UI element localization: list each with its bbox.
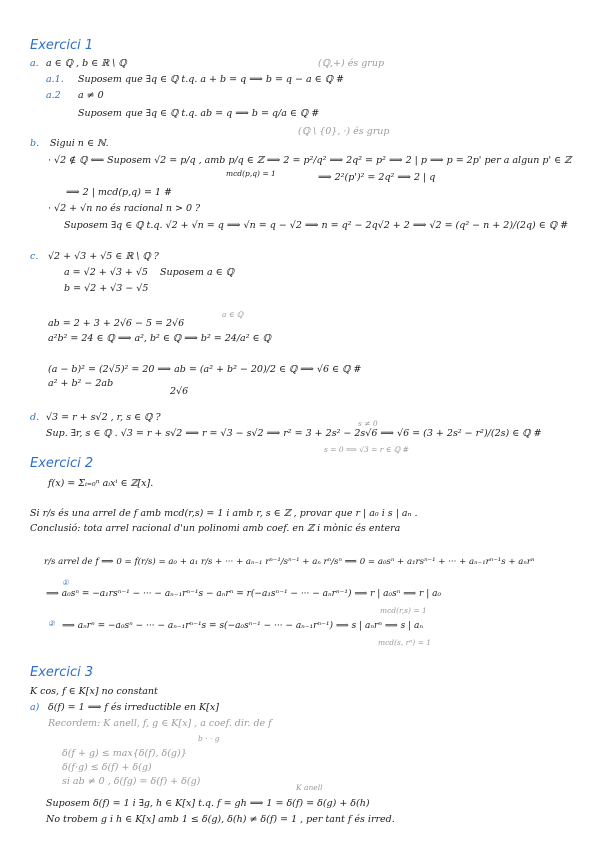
ex1-a2-group-note: (ℚ \ {0}, ·) és grup: [298, 126, 390, 137]
ex1-b-line3: ⟹ 2 | mcd(p,q) = 1 #: [66, 187, 172, 198]
ex1-c-b-def: b = √2 + √3 − √5: [64, 283, 149, 294]
ex1-c-line5: 2√6: [170, 386, 189, 397]
ex1-a1-text: Suposem que ∃q ∈ ℚ t.q. a + b = q ⟹ b = q − a ∈ ℚ #: [78, 74, 344, 85]
ex1-c-line3: (a − b)² = (2√5)² = 20 ⟹ ab = (a² + b² − 20)/2 ∈ ℚ ⟹ √6 ∈ ℚ #: [48, 364, 362, 375]
ex2-marker-2: ②: [48, 619, 55, 628]
ex1-c-ab: ab = 2 + 3 + 2√6 − 5 = 2√6: [48, 318, 185, 329]
ex2-line5-note: mcd(s, rⁿ) = 1: [378, 638, 432, 647]
ex2-f: f(x) = Σᵢ₌₀ⁿ aᵢxⁱ ∈ ℤ[x].: [48, 478, 154, 489]
ex1-a2-condition: a ≠ 0: [78, 90, 104, 101]
ex1-b-line4: · √2 + √n no és racional n > 0 ?: [48, 203, 201, 214]
ex3-title: Exercici 3: [30, 665, 94, 680]
ex3-a-text: δ(f) = 1 ⟹ f és irreductible en K[x]: [48, 702, 219, 713]
ex3-line6: No trobem g i h ∈ K[x] amb 1 ≤ δ(g), δ(h) ≠ δ(f) = 1 , per tant f és irred.: [46, 814, 395, 825]
ex2-marker-1: ①: [62, 578, 69, 587]
ex1-d-s0: s = 0 ⟹ √3 = r ∈ ℚ #: [324, 445, 409, 454]
ex1-d-s-note: s ≠ 0: [358, 419, 378, 428]
ex1-c-statement: √2 + √3 + √5 ∈ ℝ \ ℚ ?: [48, 251, 159, 262]
ex3-k-note: K anell: [296, 783, 323, 792]
ex1-b-statement: Sigui n ∈ ℕ.: [50, 138, 109, 149]
ex3-recordem: Recordem: K anell, f, g ∈ K[x] , a coef. dir. de f: [48, 718, 272, 729]
ex2-line3: r/s arrel de f ⟹ 0 = f(r/s) = a₀ + a₁ r/s + ··· + aₙ₋₁ rⁿ⁻¹/sⁿ⁻¹ + aₙ rⁿ/sⁿ ⟹ 0 = a₀sⁿ + a₁rsⁿ⁻¹ + ··· + aₙ₋₁rⁿ⁻¹s + aₙrⁿ: [44, 557, 535, 567]
ex1-c-note: a ∈ ℚ: [222, 310, 244, 319]
ex1-b-mcd: mcd(p,q) = 1: [226, 169, 276, 178]
ex1-b-line1: · √2 ∉ ℚ ⟸ Suposem √2 = p/q , amb p/q ∈ ℤ ⟹ 2 = p²/q² ⟹ 2q² = p² ⟹ 2 | p ⟹ p = 2p' per a algun p' ∈ ℤ: [48, 155, 572, 166]
ex1-a-label: a.: [30, 58, 39, 69]
ex3-prop1: δ(f + g) ≤ max{δ(f), δ(g)}: [62, 748, 187, 759]
ex2-conclusion: Conclusió: tota arrel racional d'un polinomi amb coef. en ℤ i mònic és entera: [30, 523, 401, 534]
ex1-b-line2: ⟹ 2²(p')² = 2q² ⟹ 2 | q: [318, 172, 436, 183]
ex3-prop3: si ab ≠ 0 , δ(fg) = δ(f) + δ(g): [62, 776, 201, 787]
ex1-c-label: c.: [30, 251, 39, 262]
ex1-a2-text: Suposem que ∃q ∈ ℚ t.q. ab = q ⟹ b = q/a ∈ ℚ #: [78, 108, 320, 119]
ex1-c-suppose: Suposem a ∈ ℚ: [160, 267, 234, 278]
ex1-c-line2: a²b² = 24 ∈ ℚ ⟹ a², b² ∈ ℚ ⟹ b² = 24/a² ∈ ℚ: [48, 333, 271, 344]
ex1-a-group-note: (ℚ,+) és grup: [318, 58, 385, 69]
ex1-a2-label: a.2: [46, 90, 61, 101]
ex1-d-line1: Sup. ∃r, s ∈ ℚ . √3 = r + s√2 ⟹ r = √3 − s√2 ⟹ r² = 3 + 2s² − 2s√6 ⟹ √6 = (3 + 2s² − r²)/(2s) ∈ ℚ #: [46, 428, 542, 439]
ex3-prop2: δ(f·g) ≤ δ(f) + δ(g): [62, 762, 152, 773]
ex3-line1: K cos, f ∈ K[x] no constant: [30, 686, 158, 697]
ex3-recordem2: b · · g: [198, 734, 220, 743]
ex3-line5: Suposem δ(f) = 1 i ∃g, h ∈ K[x] t.q. f = gh ⟹ 1 = δ(f) = δ(g) + δ(h): [46, 798, 370, 809]
ex1-title: Exercici 1: [30, 38, 94, 53]
ex2-line1: Si r/s és una arrel de f amb mcd(r,s) = 1 i amb r, s ∈ ℤ , provar que r | a₀ i s | aₙ .: [30, 508, 418, 519]
ex1-a-statement: a ∈ ℚ , b ∈ ℝ \ ℚ: [46, 58, 127, 69]
ex1-d-statement: √3 = r + s√2 , r, s ∈ ℚ ?: [46, 412, 161, 423]
ex1-b-label: b.: [30, 138, 40, 149]
ex1-a1-label: a.1.: [46, 74, 64, 85]
ex2-line5: ⟹ aₙrⁿ = −a₀sⁿ − ··· − aₙ₋₁rⁿ⁻¹s = s(−a₀sⁿ⁻¹ − ··· − aₙ₋₁rⁿ⁻¹) ⟹ s | aₙrⁿ ⟹ s | aₙ: [62, 621, 423, 631]
ex1-c-line4: a² + b² − 2ab: [48, 378, 114, 389]
ex2-line4-note: mcd(r,s) = 1: [380, 606, 427, 615]
ex1-d-label: d.: [30, 412, 40, 423]
ex3-a-label: a): [30, 702, 40, 713]
ex2-line4: ⟹ a₀sⁿ = −a₁rsⁿ⁻¹ − ··· − aₙ₋₁rⁿ⁻¹s − aₙrⁿ = r(−a₁sⁿ⁻¹ − ··· − aₙrⁿ⁻¹) ⟹ r | a₀sⁿ ⟹ r | a₀: [46, 589, 442, 599]
ex2-title: Exercici 2: [30, 456, 94, 471]
ex1-c-a-def: a = √2 + √3 + √5: [64, 267, 148, 278]
ex1-b-line5: Suposem ∃q ∈ ℚ t.q. √2 + √n = q ⟹ √n = q − √2 ⟹ n = q² − 2q√2 + 2 ⟹ √2 = (q² − n + 2)/(2q) ∈ ℚ #: [64, 220, 569, 231]
